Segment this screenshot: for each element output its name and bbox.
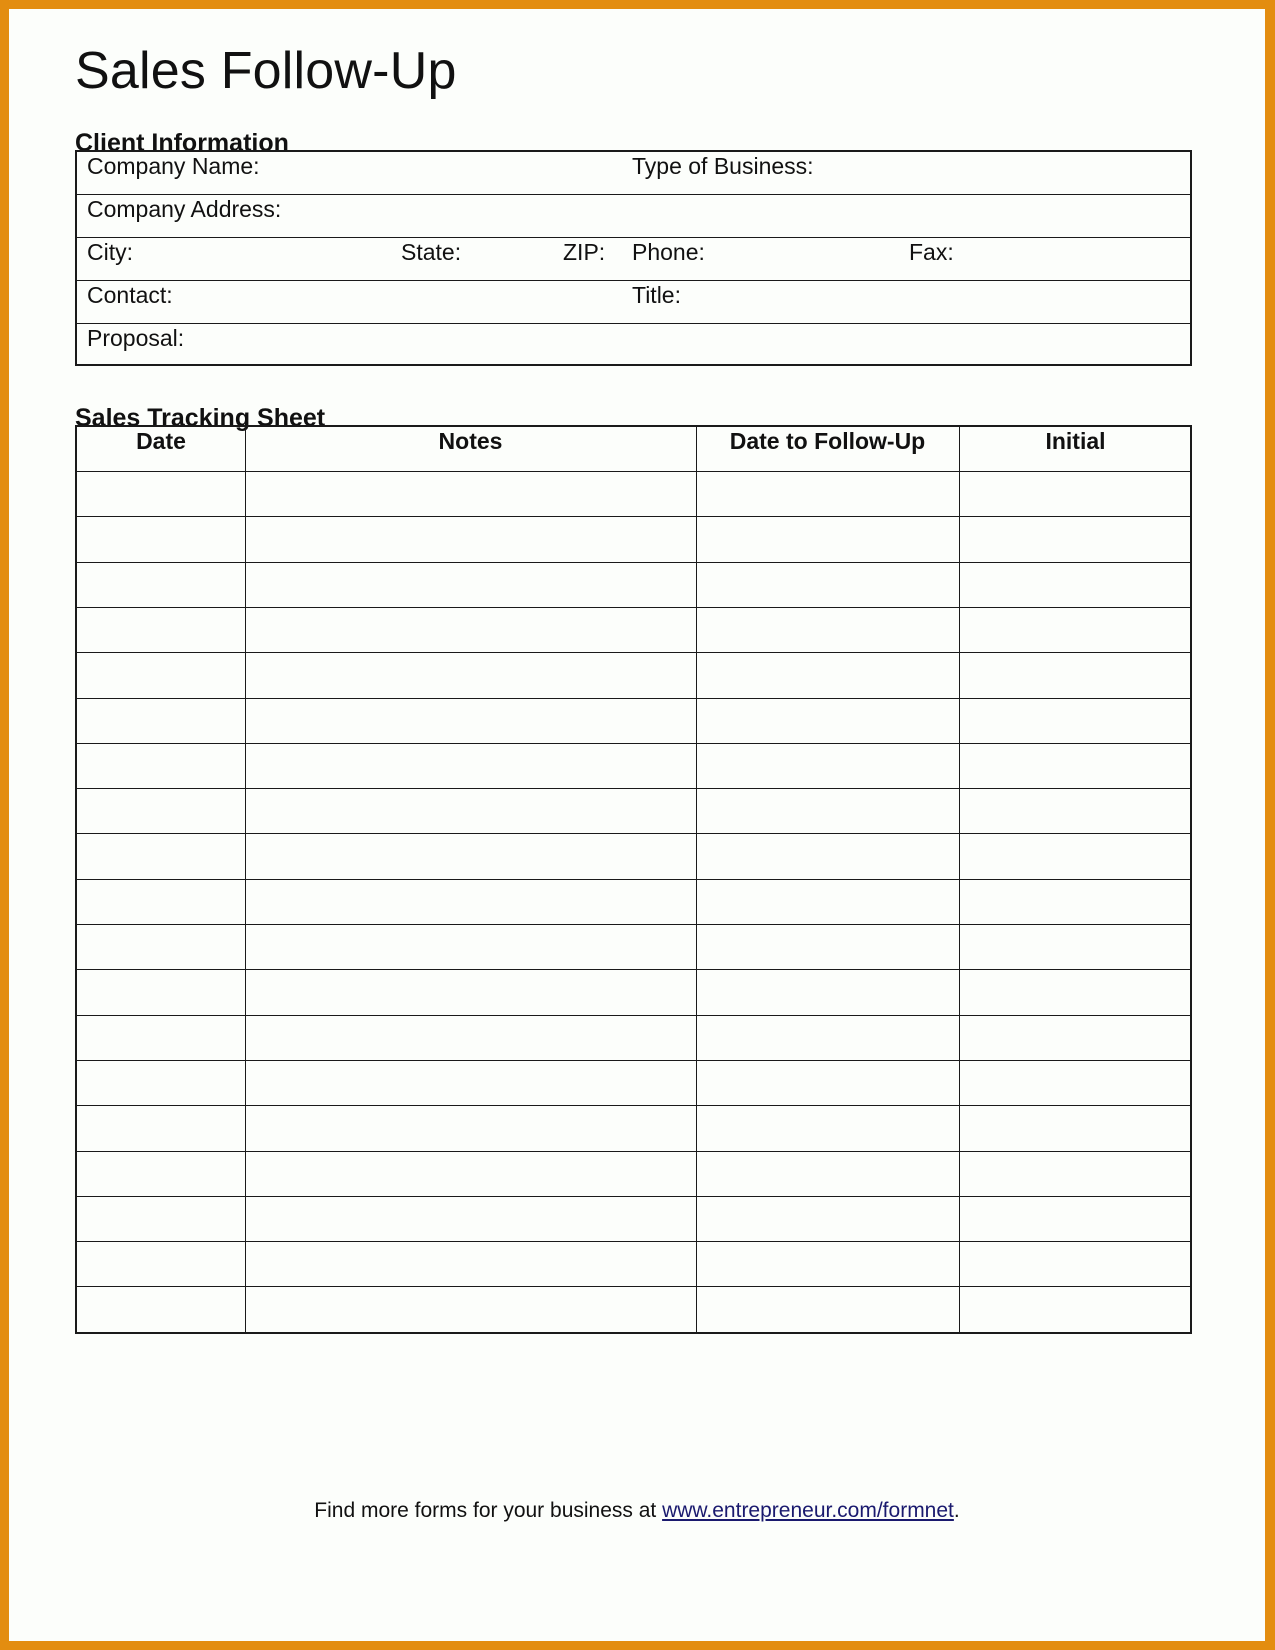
client-row-address: [77, 195, 1190, 238]
client-info-table: [75, 150, 1192, 366]
table-row-divider: [77, 1105, 1190, 1106]
company-name-label: Company Name:: [87, 153, 260, 179]
table-row-divider: [77, 833, 1190, 834]
table-row-divider: [77, 1015, 1190, 1016]
client-row-contact: [77, 281, 1190, 324]
sales-tracking-table: [75, 425, 1192, 1334]
client-info-heading: Client Information: [75, 129, 289, 157]
column-header-initial: Initial: [1045, 428, 1106, 454]
state-label: State:: [401, 239, 462, 265]
table-row-divider: [77, 607, 1190, 608]
phone-label: Phone:: [632, 239, 705, 265]
footer-period: .: [953, 1499, 960, 1522]
table-row-divider: [77, 1196, 1190, 1197]
zip-label: ZIP:: [563, 239, 606, 265]
table-row-divider: [77, 879, 1190, 880]
table-row-divider: [77, 562, 1190, 563]
table-row-divider: [77, 1286, 1190, 1287]
client-row-company: [77, 152, 1190, 195]
column-header-date: Date: [136, 428, 186, 454]
formnet-link[interactable]: www.entrepreneur.com/formnet: [662, 1499, 954, 1522]
title-label: Title:: [632, 282, 681, 308]
table-row-divider: [77, 969, 1190, 970]
table-row-divider: [77, 924, 1190, 925]
company-address-label: Company Address:: [87, 196, 282, 222]
table-row-divider: [77, 1060, 1190, 1061]
type-of-business-label: Type of Business:: [632, 153, 814, 179]
column-header-notes: Notes: [438, 428, 503, 454]
table-row-divider: [77, 471, 1190, 472]
fax-label: Fax:: [909, 239, 954, 265]
page-title: Sales Follow-Up: [75, 42, 457, 100]
table-row-divider: [77, 788, 1190, 789]
table-row-divider: [77, 1241, 1190, 1242]
contact-label: Contact:: [87, 282, 173, 308]
city-label: City:: [87, 239, 133, 265]
client-row-location: [77, 238, 1190, 281]
table-row-divider: [77, 516, 1190, 517]
client-row-proposal: [77, 324, 1190, 367]
table-row-divider: [77, 1151, 1190, 1152]
table-row-divider: [77, 698, 1190, 699]
table-row-divider: [77, 743, 1190, 744]
form-page: [9, 9, 1265, 1641]
column-header-date-to-follow-up: Date to Follow-Up: [729, 428, 926, 454]
proposal-label: Proposal:: [87, 325, 185, 351]
footer-text: Find more forms for your business at: [314, 1499, 663, 1522]
footer-note: [9, 1499, 1265, 1523]
table-row-divider: [77, 652, 1190, 653]
tracking-heading: Sales Tracking Sheet: [75, 404, 326, 432]
